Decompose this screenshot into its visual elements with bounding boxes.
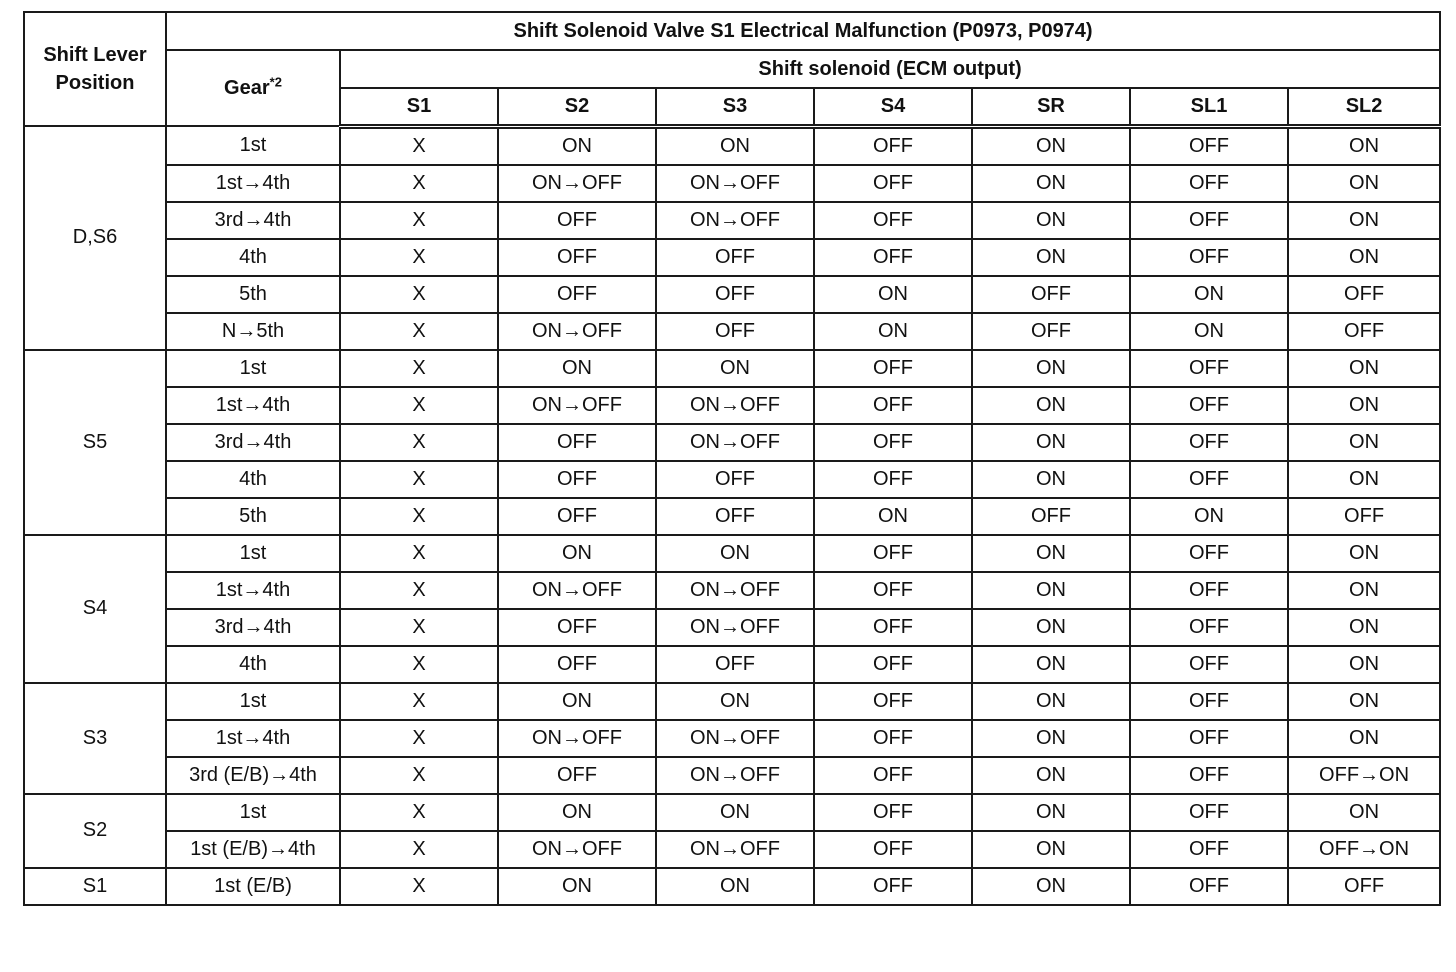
solenoid-value-cell: OFF	[1130, 868, 1288, 905]
solenoid-value-cell: OFF	[1130, 757, 1288, 794]
solenoid-value-cell: ON	[972, 387, 1130, 424]
gear-cell: 4th	[166, 239, 340, 276]
solenoid-value-cell: OFF	[1130, 350, 1288, 387]
solenoid-value-cell: ON	[972, 609, 1130, 646]
solenoid-value-cell: X	[340, 683, 498, 720]
column-header-s3: S3	[656, 88, 814, 126]
column-header-sl2: SL2	[1288, 88, 1440, 126]
solenoid-value-cell: ON	[972, 757, 1130, 794]
solenoid-value-cell: ON	[1130, 276, 1288, 313]
solenoid-value-cell: OFF	[814, 387, 972, 424]
solenoid-value-cell: ON	[498, 868, 656, 905]
solenoid-value-cell: ON	[498, 683, 656, 720]
solenoid-value-cell: ON→OFF	[656, 387, 814, 424]
solenoid-value-cell: X	[340, 868, 498, 905]
table-row	[24, 683, 1440, 720]
gear-cell: 1st (E/B)→4th	[166, 831, 340, 868]
solenoid-value-cell: OFF	[1130, 202, 1288, 239]
solenoid-value-cell: ON	[1288, 239, 1440, 276]
table-row	[24, 165, 1440, 202]
gear-cell: 1st	[166, 535, 340, 572]
solenoid-value-cell: ON	[1288, 720, 1440, 757]
solenoid-value-cell: X	[340, 424, 498, 461]
solenoid-value-cell: ON	[972, 424, 1130, 461]
solenoid-value-cell: ON	[972, 202, 1130, 239]
solenoid-value-cell: OFF	[1288, 276, 1440, 313]
solenoid-value-cell: ON→OFF	[656, 757, 814, 794]
solenoid-value-cell: ON→OFF	[656, 202, 814, 239]
solenoid-table	[23, 11, 1441, 906]
solenoid-value-cell: ON	[1288, 165, 1440, 202]
solenoid-value-cell: ON	[814, 313, 972, 350]
solenoid-value-cell: OFF	[814, 609, 972, 646]
solenoid-value-cell: OFF	[814, 683, 972, 720]
gear-cell: 1st	[166, 683, 340, 720]
solenoid-value-cell: ON→OFF	[656, 831, 814, 868]
solenoid-value-cell: OFF	[814, 646, 972, 683]
table-row	[24, 572, 1440, 609]
solenoid-value-cell: OFF	[1130, 165, 1288, 202]
table-row	[24, 609, 1440, 646]
gear-cell: 3rd (E/B)→4th	[166, 757, 340, 794]
column-header-s4: S4	[814, 88, 972, 126]
gear-cell: 4th	[166, 646, 340, 683]
solenoid-value-cell: X	[340, 387, 498, 424]
solenoid-value-cell: OFF	[498, 424, 656, 461]
solenoid-value-cell: ON	[656, 794, 814, 831]
solenoid-value-cell: OFF	[656, 461, 814, 498]
solenoid-value-cell: ON→OFF	[656, 609, 814, 646]
solenoid-value-cell: OFF	[972, 498, 1130, 535]
solenoid-value-cell: ON	[972, 683, 1130, 720]
solenoid-value-cell: OFF	[498, 646, 656, 683]
solenoid-value-cell: OFF	[814, 165, 972, 202]
gear-cell: 1st (E/B)	[166, 868, 340, 905]
table-row	[24, 126, 1440, 165]
solenoid-value-cell: X	[340, 757, 498, 794]
solenoid-value-cell: X	[340, 165, 498, 202]
table-row	[24, 720, 1440, 757]
solenoid-value-cell: ON	[1288, 572, 1440, 609]
solenoid-value-cell: ON	[1288, 646, 1440, 683]
table-row	[24, 535, 1440, 572]
solenoid-value-cell: OFF	[1288, 313, 1440, 350]
solenoid-value-cell: ON→OFF	[656, 165, 814, 202]
solenoid-value-cell: ON	[1288, 350, 1440, 387]
solenoid-value-cell: X	[340, 720, 498, 757]
table-row	[24, 868, 1440, 905]
solenoid-value-cell: OFF	[814, 720, 972, 757]
solenoid-value-cell: ON	[1288, 202, 1440, 239]
solenoid-value-cell: OFF	[1130, 683, 1288, 720]
table-row	[24, 239, 1440, 276]
solenoid-value-cell: OFF	[814, 757, 972, 794]
table-row	[24, 757, 1440, 794]
shift-lever-position-cell: S2	[24, 794, 166, 868]
solenoid-value-cell: ON	[498, 535, 656, 572]
solenoid-value-cell: ON	[972, 720, 1130, 757]
header-gear-label: Gear	[224, 76, 270, 99]
solenoid-value-cell: X	[340, 572, 498, 609]
solenoid-value-cell: ON	[1288, 387, 1440, 424]
solenoid-value-cell: X	[340, 126, 498, 165]
solenoid-value-cell: ON	[972, 646, 1130, 683]
solenoid-value-cell: X	[340, 609, 498, 646]
solenoid-value-cell: OFF→ON	[1288, 831, 1440, 868]
solenoid-value-cell: ON→OFF	[498, 572, 656, 609]
solenoid-value-cell: OFF	[814, 126, 972, 165]
solenoid-value-cell: OFF	[972, 313, 1130, 350]
solenoid-value-cell: X	[340, 535, 498, 572]
solenoid-value-cell: ON→OFF	[656, 424, 814, 461]
table-row	[24, 313, 1440, 350]
gear-cell: 1st→4th	[166, 165, 340, 202]
table-row	[24, 646, 1440, 683]
table-row	[24, 202, 1440, 239]
table-row	[24, 831, 1440, 868]
solenoid-value-cell: ON	[1288, 126, 1440, 165]
solenoid-value-cell: X	[340, 276, 498, 313]
gear-cell: 4th	[166, 461, 340, 498]
column-header-s1: S1	[340, 88, 498, 126]
solenoid-value-cell: ON	[1288, 535, 1440, 572]
solenoid-value-cell: OFF	[814, 535, 972, 572]
solenoid-value-cell: OFF	[656, 276, 814, 313]
solenoid-value-cell: ON	[656, 683, 814, 720]
solenoid-value-cell: OFF	[656, 498, 814, 535]
shift-lever-position-cell: S4	[24, 535, 166, 683]
solenoid-value-cell: OFF	[814, 424, 972, 461]
gear-cell: 5th	[166, 276, 340, 313]
solenoid-value-cell: OFF	[1130, 720, 1288, 757]
solenoid-value-cell: ON	[972, 535, 1130, 572]
solenoid-value-cell: X	[340, 646, 498, 683]
solenoid-value-cell: ON	[656, 535, 814, 572]
solenoid-value-cell: ON	[1288, 609, 1440, 646]
solenoid-value-cell: X	[340, 313, 498, 350]
solenoid-value-cell: ON	[1288, 794, 1440, 831]
solenoid-value-cell: ON	[814, 276, 972, 313]
solenoid-value-cell: ON→OFF	[498, 165, 656, 202]
solenoid-value-cell: OFF	[1130, 126, 1288, 165]
solenoid-value-cell: OFF	[1130, 424, 1288, 461]
gear-cell: 3rd→4th	[166, 202, 340, 239]
solenoid-value-cell: ON	[656, 126, 814, 165]
table-header	[24, 12, 1440, 126]
solenoid-value-cell: OFF	[814, 868, 972, 905]
gear-cell: 1st	[166, 794, 340, 831]
solenoid-value-cell: OFF	[498, 461, 656, 498]
column-header-sl1: SL1	[1130, 88, 1288, 126]
solenoid-value-cell: OFF	[814, 461, 972, 498]
solenoid-value-cell: OFF	[814, 202, 972, 239]
solenoid-value-cell: ON	[1288, 683, 1440, 720]
solenoid-value-cell: X	[340, 461, 498, 498]
gear-cell: 5th	[166, 498, 340, 535]
solenoid-value-cell: OFF	[656, 313, 814, 350]
table-row	[24, 794, 1440, 831]
solenoid-value-cell: OFF	[498, 609, 656, 646]
gear-cell: 1st	[166, 126, 340, 165]
solenoid-value-cell: X	[340, 202, 498, 239]
solenoid-value-cell: ON	[972, 461, 1130, 498]
table-row	[24, 387, 1440, 424]
table-row	[24, 424, 1440, 461]
header-shift-lever-position: Shift Lever Position	[24, 12, 166, 126]
solenoid-value-cell: OFF	[1130, 461, 1288, 498]
column-header-s2: S2	[498, 88, 656, 126]
solenoid-value-cell: OFF	[1130, 239, 1288, 276]
solenoid-value-cell: X	[340, 239, 498, 276]
solenoid-value-cell: ON	[972, 165, 1130, 202]
gear-cell: 1st→4th	[166, 720, 340, 757]
gear-cell: 1st	[166, 350, 340, 387]
header-title: Shift Solenoid Valve S1 Electrical Malfunction (P0973, P0974)	[166, 12, 1440, 50]
solenoid-value-cell: ON	[972, 868, 1130, 905]
solenoid-value-cell: ON	[498, 794, 656, 831]
header-gear-note: *2	[269, 73, 282, 89]
shift-lever-position-cell: S5	[24, 350, 166, 535]
column-header-sr: SR	[972, 88, 1130, 126]
gear-cell: 1st→4th	[166, 572, 340, 609]
solenoid-value-cell: OFF	[814, 239, 972, 276]
gear-cell: 3rd→4th	[166, 424, 340, 461]
solenoid-value-cell: ON	[972, 831, 1130, 868]
gear-cell: 1st→4th	[166, 387, 340, 424]
solenoid-value-cell: OFF	[1130, 646, 1288, 683]
table-row	[24, 276, 1440, 313]
solenoid-value-cell: OFF	[814, 350, 972, 387]
solenoid-value-cell: ON	[972, 350, 1130, 387]
shift-lever-position-cell: D,S6	[24, 126, 166, 350]
solenoid-value-cell: OFF	[656, 646, 814, 683]
shift-lever-position-cell: S3	[24, 683, 166, 794]
solenoid-value-cell: ON→OFF	[498, 831, 656, 868]
solenoid-value-cell: ON→OFF	[498, 720, 656, 757]
solenoid-value-cell: ON	[656, 350, 814, 387]
solenoid-value-cell: X	[340, 794, 498, 831]
solenoid-value-cell: OFF	[498, 498, 656, 535]
solenoid-value-cell: ON	[972, 239, 1130, 276]
solenoid-value-cell: OFF	[1288, 498, 1440, 535]
header-subtitle: Shift solenoid (ECM output)	[340, 50, 1440, 88]
solenoid-value-cell: ON	[656, 868, 814, 905]
solenoid-value-cell: ON	[972, 126, 1130, 165]
solenoid-value-cell: OFF	[1130, 794, 1288, 831]
solenoid-value-cell: OFF	[814, 572, 972, 609]
solenoid-value-cell: ON→OFF	[656, 720, 814, 757]
solenoid-value-cell: OFF	[1130, 831, 1288, 868]
shift-lever-position-cell: S1	[24, 868, 166, 905]
solenoid-value-cell: X	[340, 350, 498, 387]
table-row	[24, 498, 1440, 535]
table-body	[24, 126, 1440, 905]
solenoid-value-cell: OFF	[1130, 572, 1288, 609]
solenoid-value-cell: OFF	[498, 202, 656, 239]
gear-cell: N→5th	[166, 313, 340, 350]
solenoid-value-cell: OFF	[814, 831, 972, 868]
solenoid-value-cell: ON	[1130, 498, 1288, 535]
solenoid-value-cell: ON	[498, 350, 656, 387]
solenoid-value-cell: ON	[972, 572, 1130, 609]
solenoid-value-cell: OFF	[498, 757, 656, 794]
solenoid-value-cell: OFF	[498, 239, 656, 276]
solenoid-value-cell: ON	[1288, 424, 1440, 461]
solenoid-value-cell: OFF	[1288, 868, 1440, 905]
solenoid-value-cell: X	[340, 831, 498, 868]
solenoid-value-cell: OFF	[1130, 609, 1288, 646]
solenoid-value-cell: OFF	[1130, 535, 1288, 572]
solenoid-value-cell: OFF	[972, 276, 1130, 313]
solenoid-value-cell: ON	[1130, 313, 1288, 350]
solenoid-value-cell: ON→OFF	[498, 387, 656, 424]
solenoid-value-cell: OFF	[1130, 387, 1288, 424]
solenoid-value-cell: OFF	[656, 239, 814, 276]
gear-cell: 3rd→4th	[166, 609, 340, 646]
solenoid-value-cell: ON	[814, 498, 972, 535]
solenoid-value-cell: OFF	[814, 794, 972, 831]
solenoid-value-cell: ON	[498, 126, 656, 165]
solenoid-value-cell: ON	[1288, 461, 1440, 498]
solenoid-value-cell: ON	[972, 794, 1130, 831]
solenoid-value-cell: ON→OFF	[656, 572, 814, 609]
table-row	[24, 350, 1440, 387]
solenoid-value-cell: X	[340, 498, 498, 535]
table-row	[24, 461, 1440, 498]
solenoid-value-cell: ON→OFF	[498, 313, 656, 350]
solenoid-value-cell: OFF	[498, 276, 656, 313]
solenoid-value-cell: OFF→ON	[1288, 757, 1440, 794]
header-gear	[166, 50, 340, 126]
